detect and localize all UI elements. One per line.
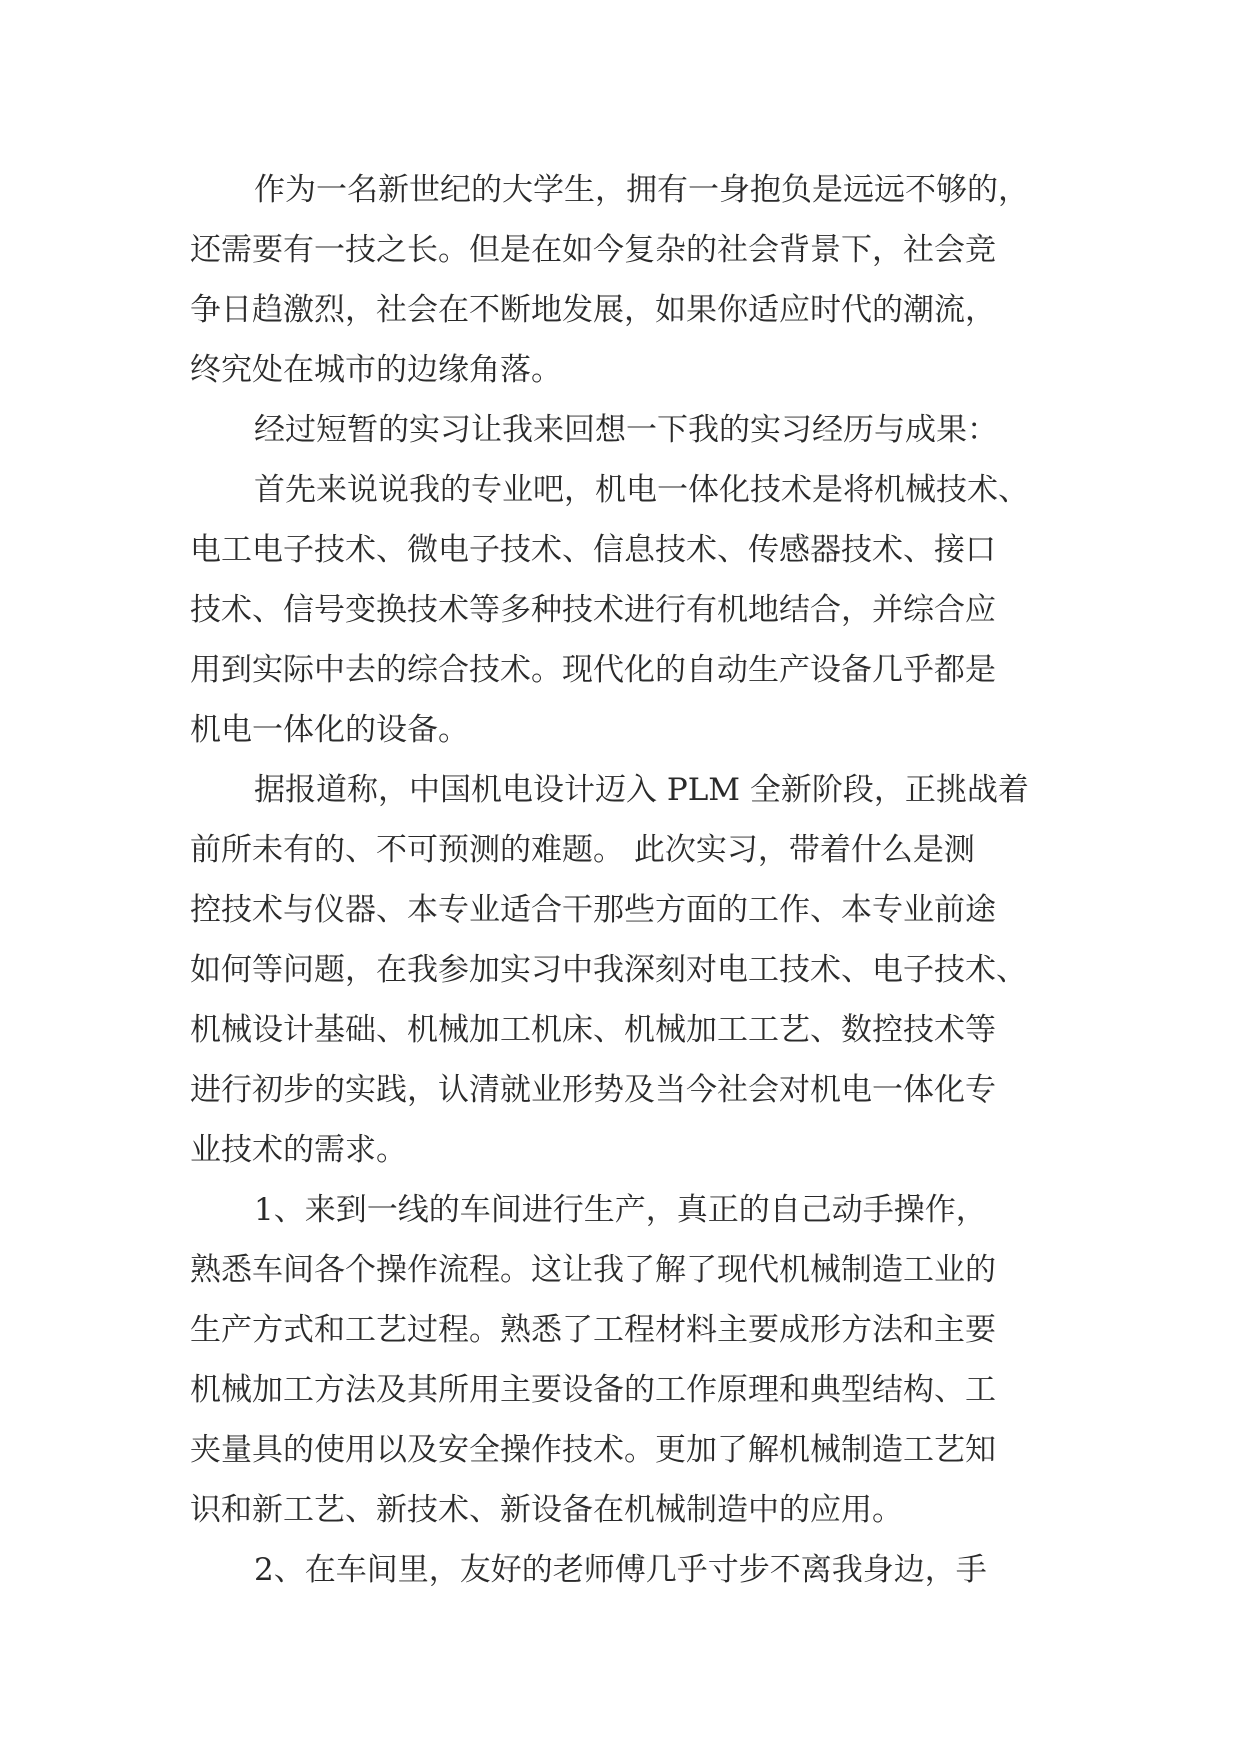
text-line: 机械加工方法及其所用主要设备的工作原理和典型结构、工 xyxy=(190,1372,996,1408)
text-line: 控技术与仪器、本专业适合干那些方面的工作、本专业前途 xyxy=(190,892,996,928)
paragraph-4 xyxy=(190,760,1070,1180)
text-line: 技术、信号变换技术等多种技术进行有机地结合，并综合应 xyxy=(190,592,996,628)
text-line: 熟悉车间各个操作流程。这让我了解了现代机械制造工业的 xyxy=(190,1252,996,1288)
document-body xyxy=(190,160,1070,1600)
text-line: 前所未有的、不可预测的难题。 此次实习，带着什么是测 xyxy=(190,832,975,868)
text-line: 终究处在城市的边缘角落。 xyxy=(190,352,562,388)
text-line: 用到实际中去的综合技术。现代化的自动生产设备几乎都是 xyxy=(190,652,996,688)
paragraph-6 xyxy=(190,1540,1070,1600)
paragraph-5 xyxy=(190,1180,1070,1540)
paragraph-1 xyxy=(190,160,1070,400)
text-line: 业技术的需求。 xyxy=(190,1132,407,1168)
paragraph-3 xyxy=(190,460,1070,760)
text-line: 进行初步的实践，认清就业形势及当今社会对机电一体化专 xyxy=(190,1072,996,1108)
text-line: 识和新工艺、新技术、新设备在机械制造中的应用。 xyxy=(190,1492,903,1528)
text-line: 2、在车间里，友好的老师傅几乎寸步不离我身边，手 xyxy=(254,1552,987,1588)
text-line: 还需要有一技之长。但是在如今复杂的社会背景下，社会竞 xyxy=(190,232,996,268)
paragraph-2 xyxy=(190,400,1070,460)
text-line: 首先来说说我的专业吧，机电一体化技术是将机械技术、 xyxy=(254,472,1029,508)
text-line: 经过短暂的实习让我来回想一下我的实习经历与成果： xyxy=(254,412,998,448)
text-line: 据报道称，中国机电设计迈入 PLM 全新阶段，正挑战着 xyxy=(254,772,1029,808)
text-line: 争日趋激烈，社会在不断地发展，如果你适应时代的潮流， xyxy=(190,292,996,328)
text-line: 作为一名新世纪的大学生，拥有一身抱负是远远不够的， xyxy=(254,172,1029,208)
text-line: 生产方式和工艺过程。熟悉了工程材料主要成形方法和主要 xyxy=(190,1312,996,1348)
text-line: 如何等问题，在我参加实习中我深刻对电工技术、电子技术、 xyxy=(190,952,1027,988)
text-line: 机械设计基础、机械加工机床、机械加工工艺、数控技术等 xyxy=(190,1012,996,1048)
text-line: 电工电子技术、微电子技术、信息技术、传感器技术、接口 xyxy=(190,532,996,568)
text-line: 1、来到一线的车间进行生产，真正的自己动手操作， xyxy=(254,1192,987,1228)
text-line: 机电一体化的设备。 xyxy=(190,712,469,748)
text-line: 夹量具的使用以及安全操作技术。更加了解机械制造工艺知 xyxy=(190,1432,996,1468)
